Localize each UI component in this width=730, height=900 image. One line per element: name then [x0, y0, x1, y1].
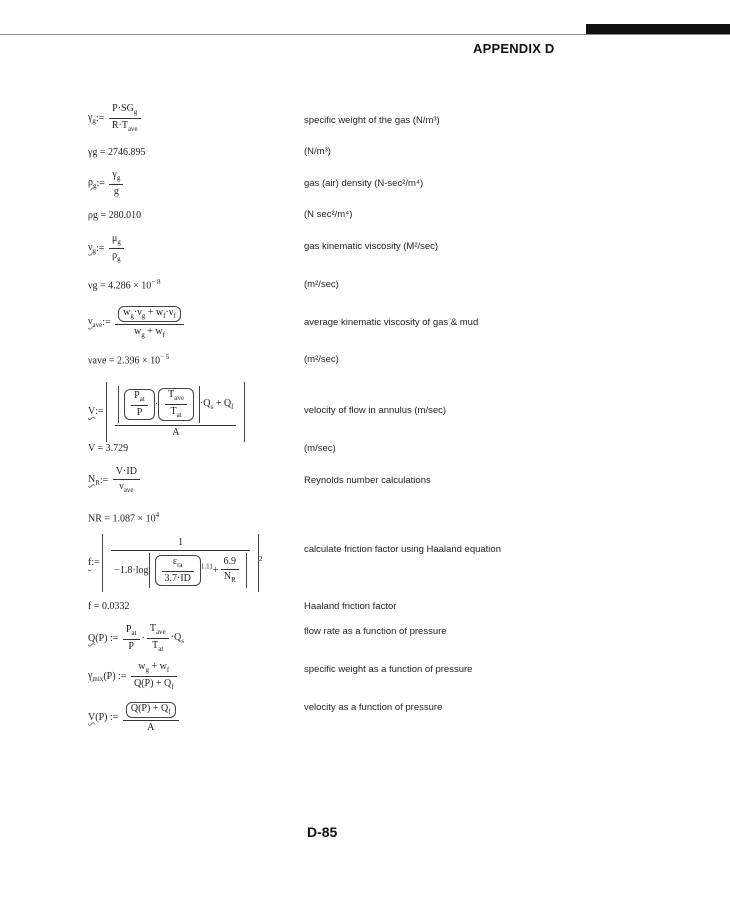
equation-nu-g-value: $\nu g = 4.286 \times 10^{- 8}$	[88, 278, 161, 292]
row-desc: Haaland friction factor	[304, 601, 397, 612]
equation-nu-g-def: $\nu_g:=$ $\frac{\mu_g}{\rho_g}$	[88, 234, 126, 263]
row-desc: specific weight of the gas (N/m³)	[304, 115, 440, 126]
equation-haaland-def: f:= 1 −1.8·log $\frac{\varepsilon_{ra}}{3.7\cdot ID}$ $^{1.11}$+ $\frac{6.9}{N_R}$ $^2$	[88, 534, 263, 592]
equation-gamma-g-value: γg = 2746.895	[88, 147, 146, 158]
page-number: D-85	[307, 824, 338, 840]
row-desc: average kinematic viscosity of gas & mud	[304, 317, 479, 328]
equation-velocity-value: V = 3.729	[88, 443, 129, 454]
header-rule	[0, 34, 730, 35]
row-desc: (m²/sec)	[304, 279, 339, 290]
row-desc: (N/m³)	[304, 146, 331, 157]
row-desc: flow rate as a function of pressure	[304, 626, 447, 637]
equation-rho-g-def: $\rho_g:=$ $\frac{\gamma_g}{g}$	[88, 170, 125, 197]
equation-nu-ave-def: $\nu_{ave}:=$ $\frac{w_g\cdot\nu_g + w_f\cdot\nu_f}{w_g + w_f}$	[88, 306, 186, 339]
row-desc: (m²/sec)	[304, 354, 339, 365]
row-desc: velocity as a function of pressure	[304, 702, 443, 713]
row-desc: specific weight as a function of pressure	[304, 664, 473, 675]
equation-reynolds-value: NR = $1.087 \times 10^4$	[88, 511, 160, 525]
row-desc: velocity of flow in annulus (m/sec)	[304, 405, 447, 416]
equation-rho-g-value: ρg = 280.010	[88, 210, 142, 221]
row-desc: gas (air) density (N-sec²/m⁴)	[304, 178, 424, 189]
equation-nu-ave-value: $\nu ave = 2.396 \times 10^{- 5}$	[88, 353, 170, 367]
row-desc: calculate friction factor using Haaland equation	[304, 544, 501, 555]
row-desc: Reynolds number calculations	[304, 475, 431, 486]
equation-velocity-def: V:= $\frac{P_{at}}{P}$ · $\frac{T_{ave}}{T_{at}}$ $\cdot Q_s + Q_f$ A	[88, 382, 245, 442]
equation-gamma-g-def: $\gamma_g:=$ $\frac{P\cdot SG_g}{R\cdot T_{ave}}$	[88, 104, 143, 133]
row-desc: gas kinematic viscosity (M²/sec)	[304, 241, 439, 252]
equation-velocity-pressure: V(P) := $\frac{Q(P) + Q_f}{A}$	[88, 702, 181, 733]
row-desc: (N sec²/m⁴)	[304, 209, 353, 220]
equation-friction-value: f = 0.0332	[88, 601, 130, 612]
row-desc: (m/sec)	[304, 443, 336, 454]
equation-reynolds-def: $N_R:=$ $\frac{V\cdot ID}{\nu_{ave}}$	[88, 467, 142, 494]
equation-flow-rate: Q(P) := $\frac{P_{at}}{P}$ · $\frac{T_{ave}}{T_{at}}$ $\cdot Q_s$	[88, 623, 184, 653]
appendix-title: APPENDIX D	[473, 41, 555, 56]
equation-specific-weight-pressure: $\gamma_{mix}(P)$ := $\frac{w_g + w_f}{Q(P) + Q_f}$	[88, 662, 179, 691]
